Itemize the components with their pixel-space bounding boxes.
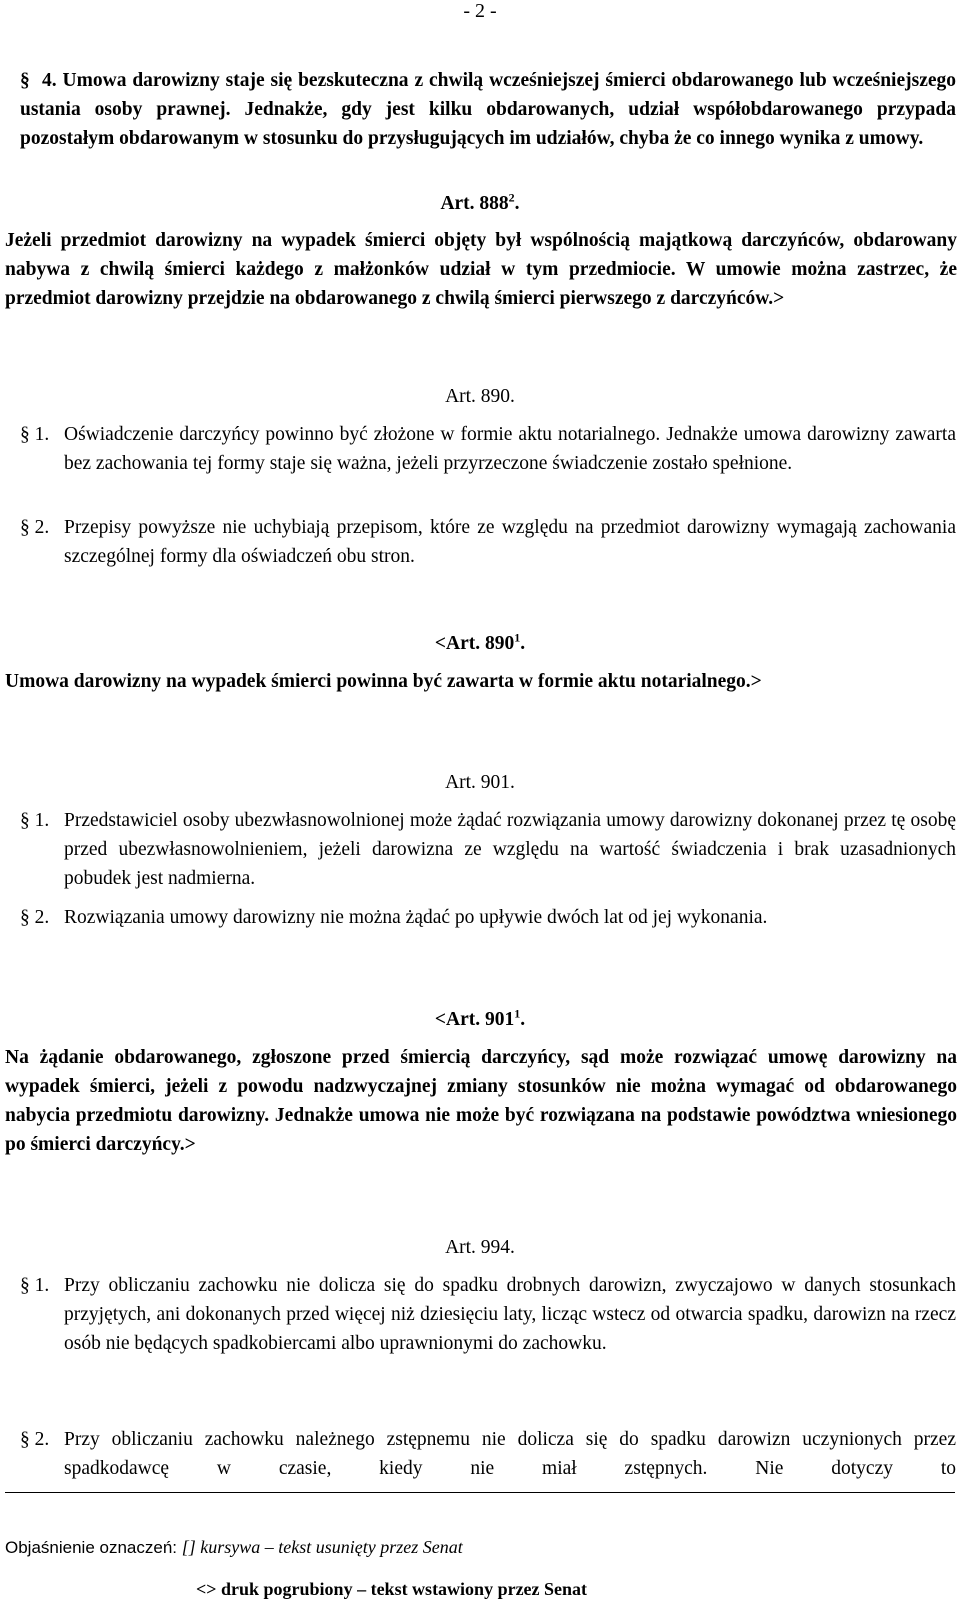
footer-divider xyxy=(5,1492,955,1493)
article-901-paragraph-2 xyxy=(20,903,956,932)
paragraph-text: Przepisy powyższe nie uchybiają przepisom, które ze względu na przedmiot darowizny wymagają zachowania szczególnej formy dla oświadczeń obu stron. xyxy=(64,517,956,567)
article-890-paragraph-1 xyxy=(20,420,956,478)
page-number: - 2 - xyxy=(463,0,497,22)
paragraph-number: 4. xyxy=(42,70,57,91)
paragraph-text: Przy obliczaniu zachowku należnego zstępnemu nie dolicza się do spadku darowizn uczynionych przez spadkodawcę w czasie, kiedy nie miał zstępnych. Nie dotyczy to xyxy=(64,1429,956,1479)
article-heading-901: Art. 901. xyxy=(445,772,515,793)
footer-legend xyxy=(5,1537,463,1558)
article-heading-890-1: <Art. $890^1$. xyxy=(434,630,526,654)
section-mark: § 2. xyxy=(20,1429,50,1450)
article-890-paragraph-2 xyxy=(20,513,956,571)
legend-label: Objaśnienie oznaczeń: xyxy=(5,1538,178,1557)
article-994-paragraph-1 xyxy=(20,1271,956,1358)
paragraph-4 xyxy=(20,66,956,153)
legend-bold-note: <> druk pogrubiony – tekst wstawiony przez Senat xyxy=(196,1579,588,1599)
section-mark: § 2. xyxy=(20,517,50,538)
paragraph-text: Umowa darowizny staje się bezskuteczna z chwilą wcześniejszej śmierci obdarowanego lub wcześniejszego ustania osoby prawnej. Jednakże, gdy jest kilku obdarowanych, udział współobdarowanego przypada pozostałym obdarowanym w stosunku do przysługujących im udziałów, chyba że co innego wynika z umowy. xyxy=(20,70,957,149)
section-mark: § 1. xyxy=(20,1275,50,1296)
article-888-2-text: Jeżeli przedmiot darowizny na wypadek śmierci objęty był wspólnością majątkową darczyńców, obdarowany nabywa z chwilą śmierci każdego z małżonków udział w tym przedmiocie. W umowie można zastrzec, że przedmiot darowizny przejdzie na obdarowanego z chwilą śmierci pierwszego z darczyńców.> xyxy=(5,230,957,309)
article-heading-890: Art. 890. xyxy=(445,386,515,407)
legend-italic-note: [] kursywa – tekst usunięty przez Senat xyxy=(181,1537,463,1557)
article-heading-888-2: Art. $888^2$. xyxy=(440,190,520,214)
paragraph-text: Rozwiązania umowy darowizny nie można żądać po upływie dwóch lat od jej wykonania. xyxy=(64,907,768,928)
paragraph-text: Oświadczenie darczyńcy powinno być złożone w formie aktu notarialnego. Jednakże umowa darowizny zawarta bez zachowania tej formy staje się ważna, jeżeli przyrzeczone świadczenie zostało spełnione. xyxy=(64,424,956,474)
article-heading-901-1: <Art. $901^1$. xyxy=(434,1006,526,1030)
section-mark: § 1. xyxy=(20,810,50,831)
section-mark: § 2. xyxy=(20,907,50,928)
paragraph-text: Przy obliczaniu zachowku nie dolicza się do spadku drobnych darowizn, zwyczajowo w danych stosunkach przyjętych, ani dokonanych przed więcej niż dziesięciu laty, licząc wstecz od otwarcia spadku, darowizn na rzecz osób nie będących spadkobiercami albo uprawnionymi do zachowku. xyxy=(64,1275,956,1354)
paragraph-text: Przedstawiciel osoby ubezwłasnowolnionej może żądać rozwiązania umowy darowizny dokonanej przez tę osobę przed ubezwłasnowolnieniem, jeżeli darowizna ze względu na wartość świadczenia i brak uzasadnionych pobudek jest nadmierna. xyxy=(64,810,956,889)
section-mark: § xyxy=(20,70,30,91)
article-901-paragraph-1 xyxy=(20,806,956,893)
section-mark: § 1. xyxy=(20,424,50,445)
article-heading-994: Art. 994. xyxy=(445,1237,515,1258)
article-994-paragraph-2 xyxy=(20,1425,956,1483)
article-901-1-text: Na żądanie obdarowanego, zgłoszone przed śmiercią darczyńcy, sąd może rozwiązać umowę darowizny na wypadek śmierci, jeżeli z powodu nadzwyczajnej zmiany stosunków nie można wymagać od obdarowanego nabycia przedmiotu darowizny. Jednakże umowa nie może być rozwiązana na podstawie powództwa wniesionego po śmierci darczyńcy.> xyxy=(5,1047,957,1155)
article-890-1-text: Umowa darowizny na wypadek śmierci powinna być zawarta w formie aktu notarialnego.> xyxy=(5,671,762,692)
